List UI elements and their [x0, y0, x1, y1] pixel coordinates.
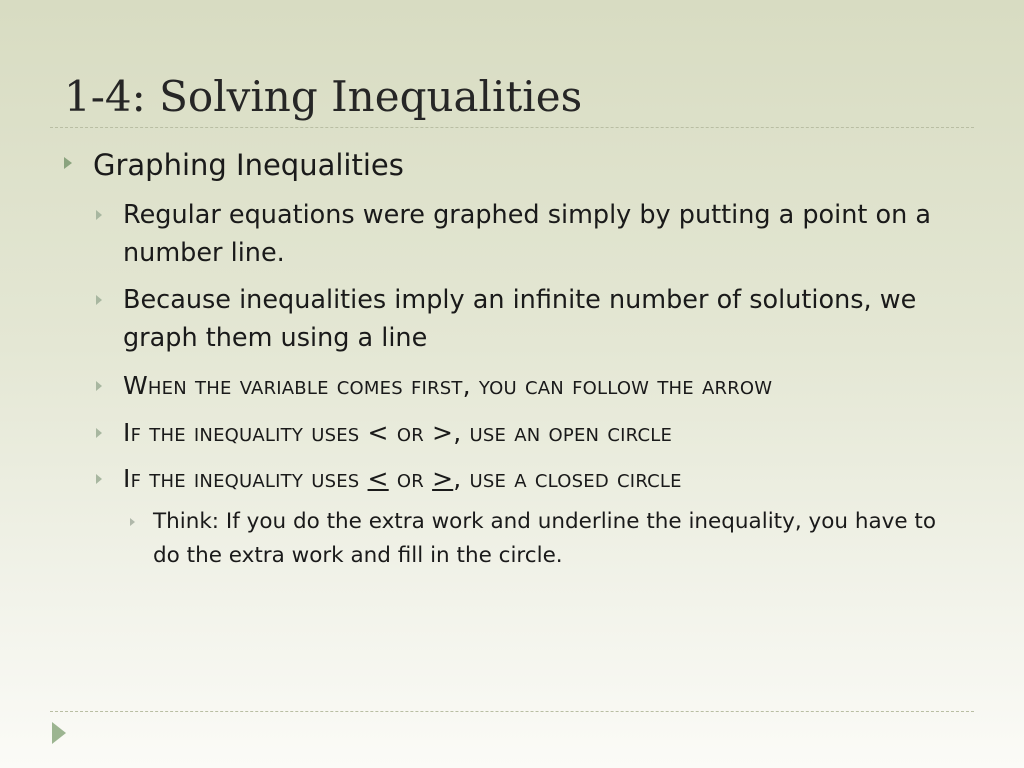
bullet-graphing-inequalities: Graphing Inequalities — [93, 148, 404, 182]
less-equal-symbol: < — [367, 464, 389, 493]
closed-circle-suffix: , use a closed circle — [453, 464, 682, 493]
bullet-regular-equations: Regular equations were graphed simply by putting a point on a number line. — [123, 200, 932, 268]
subbullet-think: Think: If you do the extra work and underline the inequality, you have to do the extra work and fill in the circle. — [153, 509, 936, 568]
bullet-icon — [96, 210, 102, 220]
bullet-open-circle: If the inequality uses < or >, use an open circle — [123, 418, 673, 447]
bullet-icon — [130, 518, 135, 526]
bullet-icon — [96, 295, 102, 305]
title-divider — [50, 127, 974, 128]
bullet-closed-circle — [123, 460, 968, 498]
bullet-icon — [96, 381, 102, 391]
bullet-icon — [96, 428, 102, 438]
bullet-icon — [64, 157, 72, 169]
bullet-infinite-solutions: Because inequalities imply an infinite number of solutions, we graph them using a line — [123, 285, 917, 353]
bullet-variable-first: When the variable comes first, you can follow the arrow — [123, 371, 773, 400]
next-slide-arrow-icon[interactable] — [52, 722, 66, 744]
closed-circle-prefix: If the inequality uses — [123, 464, 368, 493]
closed-circle-mid: or — [388, 464, 433, 493]
footer-divider — [50, 711, 974, 712]
bullet-icon — [96, 474, 102, 484]
greater-equal-symbol: > — [432, 464, 454, 493]
slide-title: 1-4: Solving Inequalities — [64, 72, 583, 121]
